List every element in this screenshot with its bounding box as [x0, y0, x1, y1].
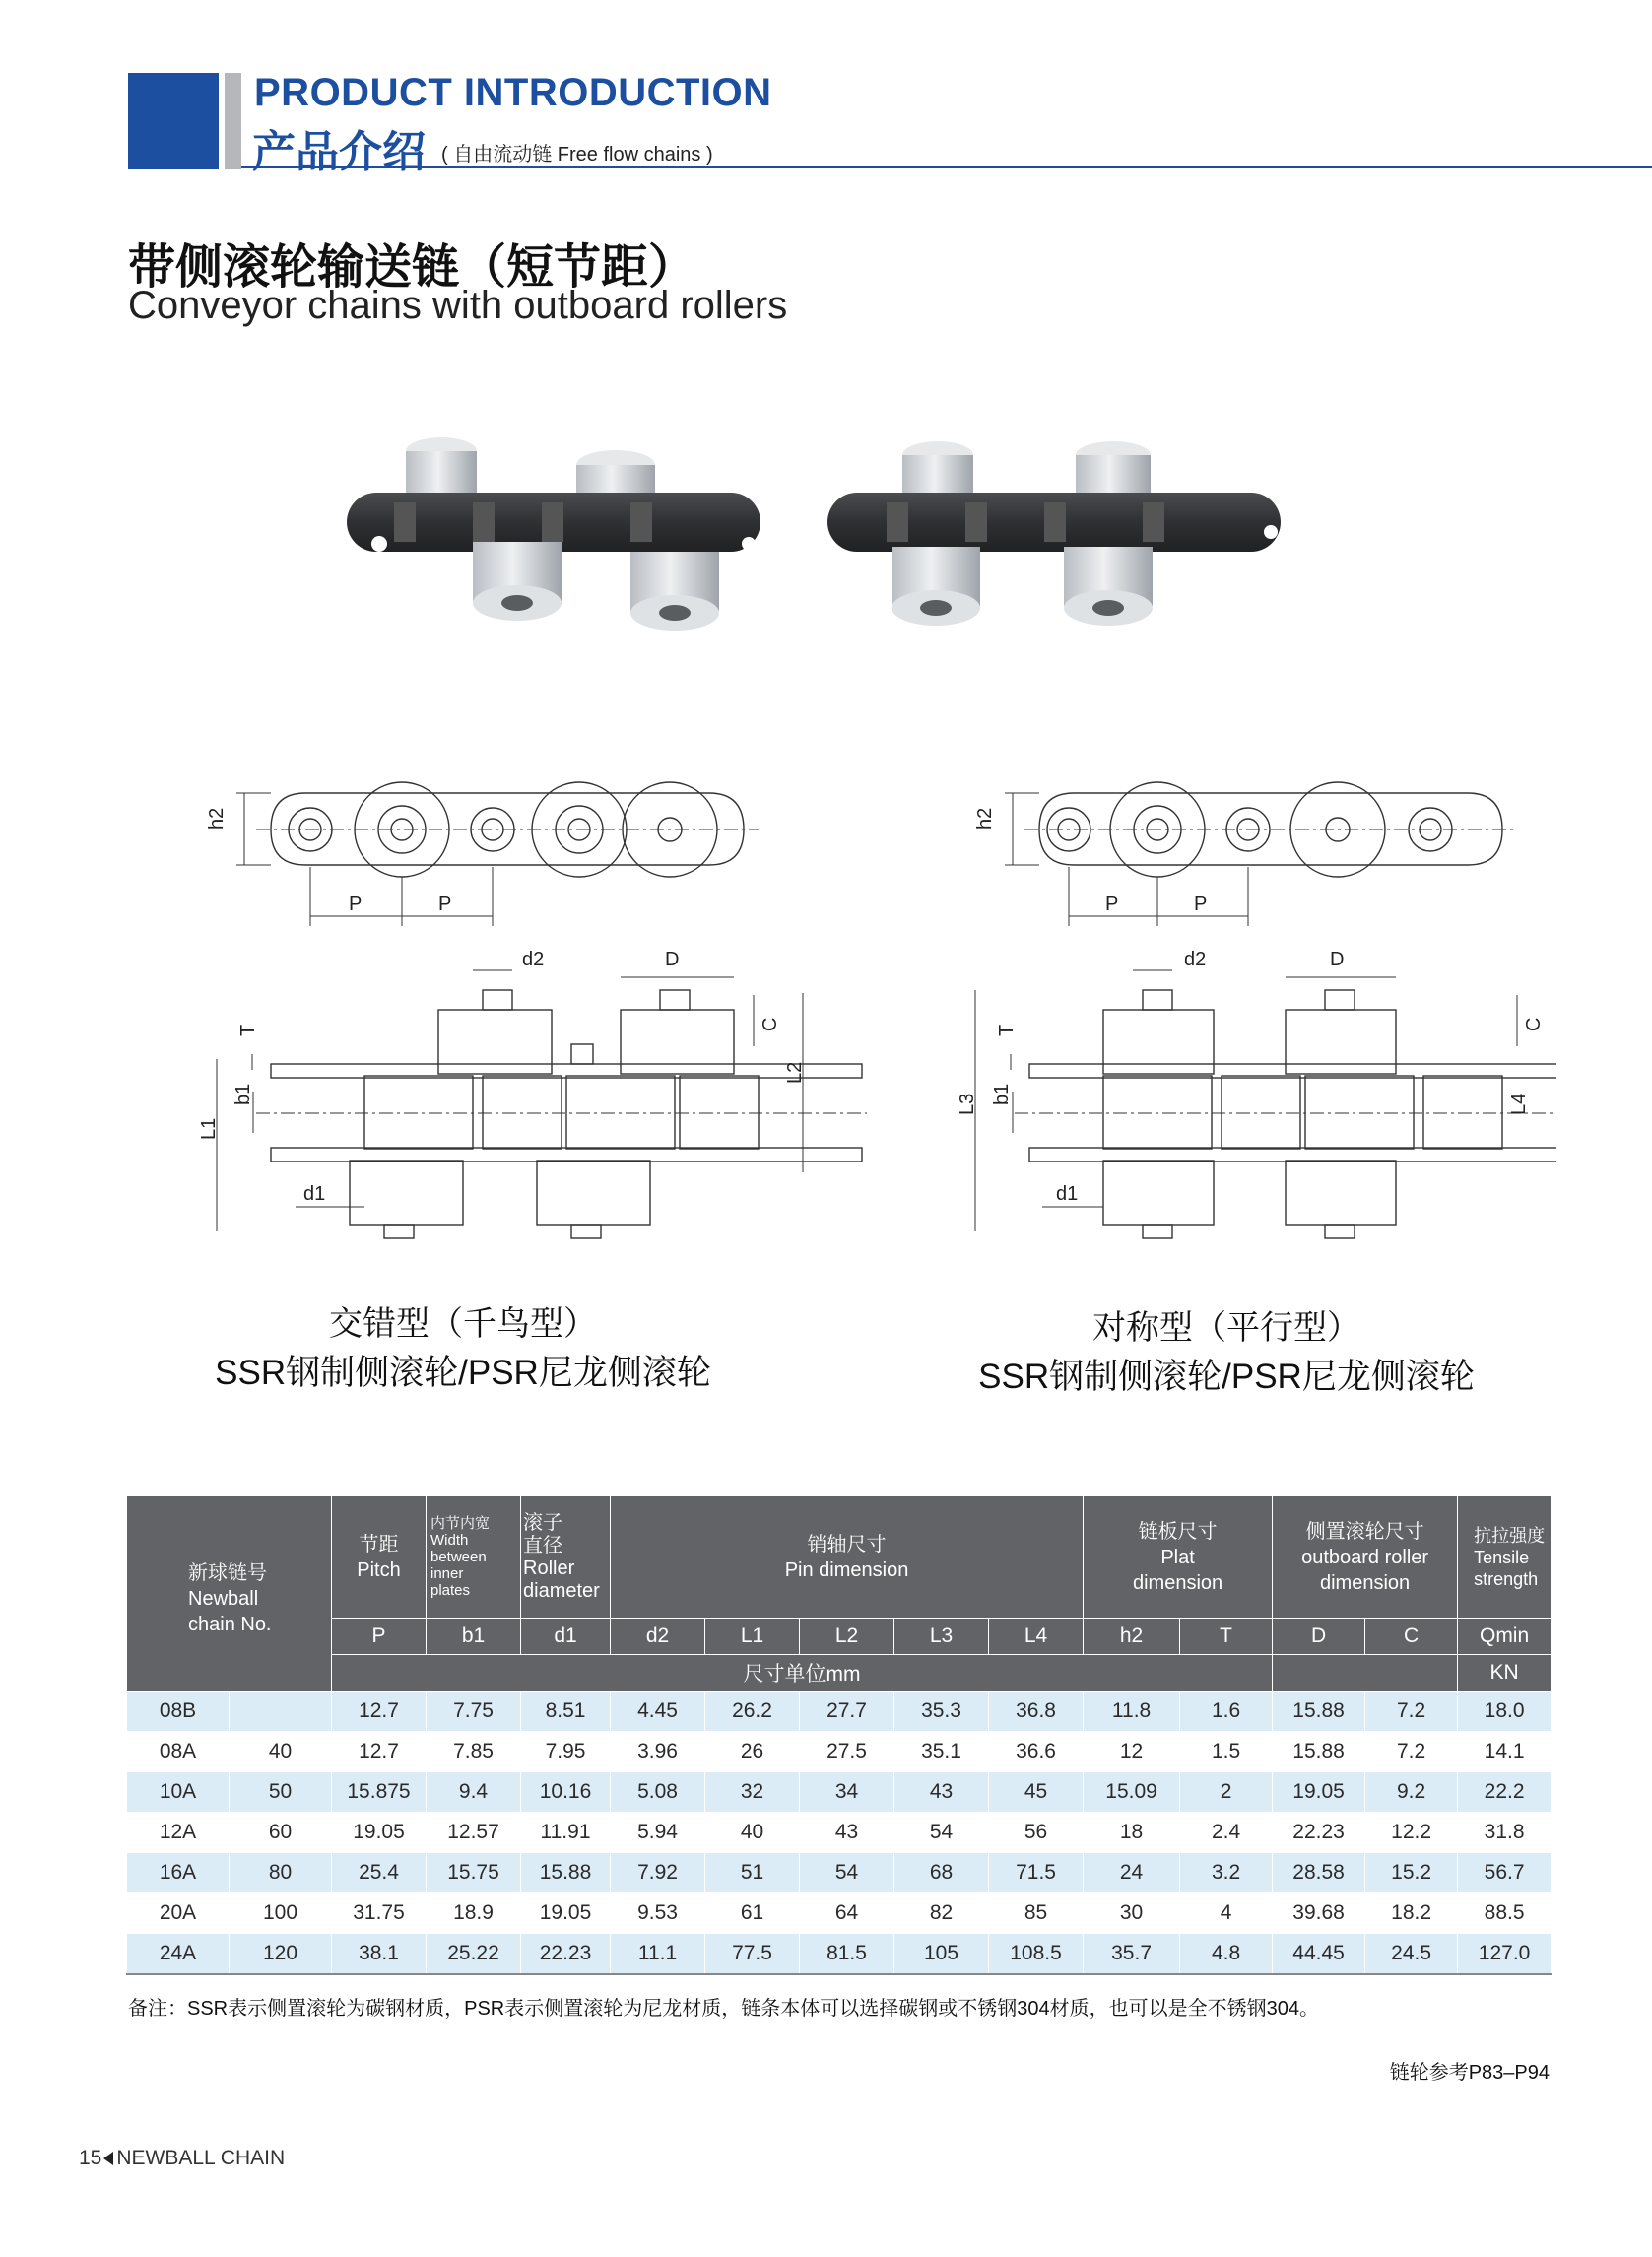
table-cell: 22.23: [521, 1934, 611, 1975]
table-cell: 18: [1084, 1813, 1180, 1853]
table-cell: 15.2: [1365, 1853, 1458, 1893]
right-label-p2: P: [1194, 894, 1208, 915]
table-cell: 7.85: [427, 1732, 521, 1772]
table-cell: 4: [1180, 1893, 1273, 1934]
table-cell: 88.5: [1458, 1893, 1552, 1934]
table-cell: 19.05: [1273, 1772, 1365, 1813]
table-cell: 18.0: [1458, 1692, 1552, 1732]
header-color-block: [128, 73, 241, 169]
left-caption-material: SSR钢制侧滚轮/PSR尼龙侧滚轮: [215, 1354, 711, 1392]
table-cell: 24.5: [1365, 1934, 1458, 1975]
code-D: D: [1273, 1619, 1365, 1655]
left-label-L2: L2: [784, 1061, 806, 1084]
table-cell: 120: [230, 1934, 332, 1975]
table-cell: 9.4: [427, 1772, 521, 1813]
footer-brand: NEWBALL CHAIN: [116, 2147, 286, 2169]
right-caption-type: 对称型（平行型）: [1092, 1308, 1360, 1348]
code-L3: L3: [894, 1619, 989, 1655]
table-cell: 2: [1180, 1772, 1273, 1813]
spec-table: [126, 1495, 1552, 1975]
table-cell: 81.5: [800, 1934, 894, 1975]
table-cell: 43: [894, 1772, 989, 1813]
code-h2: h2: [1084, 1619, 1180, 1655]
table-cell: 15.875: [332, 1772, 427, 1813]
left-label-p2: P: [438, 894, 452, 915]
table-cell: 7.75: [427, 1692, 521, 1732]
code-C: C: [1365, 1619, 1458, 1655]
table-cell: [230, 1692, 332, 1732]
table-cell: 54: [800, 1853, 894, 1893]
right-label-D: D: [1330, 949, 1345, 970]
code-P: P: [332, 1619, 427, 1655]
table-cell: 26.2: [705, 1692, 800, 1732]
code-L2: L2: [800, 1619, 894, 1655]
unit-kn: KN: [1458, 1655, 1552, 1692]
table-cell: 10.16: [521, 1772, 611, 1813]
table-cell: 30: [1084, 1893, 1180, 1934]
table-cell: 80: [230, 1853, 332, 1893]
table-cell: 54: [894, 1813, 989, 1853]
technical-drawings: [158, 759, 1556, 1251]
header-code-row: [127, 1619, 1552, 1655]
table-cell: 18.2: [1365, 1893, 1458, 1934]
table-cell: 1.6: [1180, 1692, 1273, 1732]
table-cell: 22.23: [1273, 1813, 1365, 1853]
table-cell: 68: [894, 1853, 989, 1893]
symmetric-chain-photo: [827, 441, 1281, 626]
table-cell: 9.53: [611, 1893, 705, 1934]
table-cell: 50: [230, 1772, 332, 1813]
table-cell: 40: [230, 1732, 332, 1772]
header-chain-no: 新球链号 Newball chain No.: [127, 1496, 332, 1692]
left-label-d1: d1: [303, 1183, 326, 1205]
section-title-en: Conveyor chains with outboard rollers: [128, 284, 788, 327]
table-cell: 105: [894, 1934, 989, 1975]
table-cell: 15.88: [1273, 1692, 1365, 1732]
left-label-b1: b1: [232, 1083, 254, 1105]
table-cell: 7.2: [1365, 1732, 1458, 1772]
table-cell: 108.5: [989, 1934, 1084, 1975]
product-photo: [335, 433, 1320, 660]
left-side-view: [236, 782, 759, 926]
code-L1: L1: [705, 1619, 800, 1655]
header-plate: 链板尺寸 Plat dimension: [1084, 1496, 1273, 1619]
table-cell: 35.3: [894, 1692, 989, 1732]
right-caption-material: SSR钢制侧滚轮/PSR尼龙侧滚轮: [978, 1358, 1475, 1396]
table-cell: 38.1: [332, 1934, 427, 1975]
table-cell: 31.75: [332, 1893, 427, 1934]
header-pin: 销轴尺寸 Pin dimension: [611, 1496, 1084, 1619]
table-cell: 8.51: [521, 1692, 611, 1732]
table-cell: 25.4: [332, 1853, 427, 1893]
table-cell: 100: [230, 1893, 332, 1934]
table-cell: 11.8: [1084, 1692, 1180, 1732]
right-side-view: [1005, 782, 1517, 926]
table-cell: 85: [989, 1893, 1084, 1934]
table-row: [127, 1853, 1552, 1893]
table-cell: 35.1: [894, 1732, 989, 1772]
left-label-T: T: [237, 1024, 259, 1036]
staggered-chain-photo: [347, 437, 760, 631]
code-T: T: [1180, 1619, 1273, 1655]
header-subtitle: ( 自由流动链 Free flow chains ): [441, 144, 713, 166]
table-cell: 60: [230, 1813, 332, 1853]
table-cell: 15.75: [427, 1853, 521, 1893]
table-cell: 14.1: [1458, 1732, 1552, 1772]
table-cell: 27.5: [800, 1732, 894, 1772]
right-label-L3: L3: [957, 1093, 978, 1115]
header-title-cn: 产品介绍: [252, 128, 426, 176]
table-cell: 19.05: [332, 1813, 427, 1853]
table-cell: 32: [705, 1772, 800, 1813]
table-cell: 11.1: [611, 1934, 705, 1975]
table-cell: 34: [800, 1772, 894, 1813]
table-cell: 36.8: [989, 1692, 1084, 1732]
code-L4: L4: [989, 1619, 1084, 1655]
header-outboard-roller: 侧置滚轮尺寸 outboard roller dimension: [1273, 1496, 1458, 1619]
triangle-left-icon: [103, 2152, 113, 2165]
unit-mm: 尺寸单位mm: [332, 1655, 1273, 1692]
table-cell: 12.2: [1365, 1813, 1458, 1853]
table-cell: 7.92: [611, 1853, 705, 1893]
header-unit-row: [127, 1655, 1552, 1692]
page-footer: [79, 2147, 285, 2170]
left-label-p1: P: [349, 894, 363, 915]
section-title-cn: 带侧滚轮输送链（短节距）: [128, 241, 696, 294]
spec-table-body: [127, 1692, 1552, 1975]
table-cell: 25.22: [427, 1934, 521, 1975]
table-cell: 40: [705, 1813, 800, 1853]
table-cell: 12.57: [427, 1813, 521, 1853]
table-cell: 19.05: [521, 1893, 611, 1934]
table-cell: 56: [989, 1813, 1084, 1853]
table-cell: 9.2: [1365, 1772, 1458, 1813]
right-label-d1: d1: [1056, 1183, 1079, 1205]
table-cell: 20A: [127, 1893, 230, 1934]
table-cell: 18.9: [427, 1893, 521, 1934]
left-caption-type: 交错型（千鸟型）: [329, 1304, 597, 1344]
table-cell: 11.91: [521, 1813, 611, 1853]
table-cell: 08A: [127, 1732, 230, 1772]
table-cell: 36.6: [989, 1732, 1084, 1772]
header-title-en: PRODUCT INTRODUCTION: [254, 71, 772, 114]
table-cell: 3.2: [1180, 1853, 1273, 1893]
table-row: [127, 1813, 1552, 1853]
table-cell: 64: [800, 1893, 894, 1934]
left-label-d2: d2: [522, 949, 545, 970]
table-cell: 31.8: [1458, 1813, 1552, 1853]
table-cell: 3.96: [611, 1732, 705, 1772]
table-cell: 22.2: [1458, 1772, 1552, 1813]
sprocket-reference: 链轮参考P83–P94: [1389, 2062, 1550, 2084]
table-cell: 15.88: [1273, 1732, 1365, 1772]
right-label-C: C: [1523, 1017, 1545, 1031]
table-cell: 39.68: [1273, 1893, 1365, 1934]
header-pitch: 节距 Pitch: [332, 1496, 427, 1619]
table-cell: 61: [705, 1893, 800, 1934]
code-d1: d1: [521, 1619, 611, 1655]
table-cell: 127.0: [1458, 1934, 1552, 1975]
table-cell: 10A: [127, 1772, 230, 1813]
table-cell: 12: [1084, 1732, 1180, 1772]
code-b1: b1: [427, 1619, 521, 1655]
left-label-h2: h2: [206, 807, 228, 830]
table-cell: 82: [894, 1893, 989, 1934]
table-cell: 15.88: [521, 1853, 611, 1893]
table-cell: 1.5: [1180, 1732, 1273, 1772]
left-label-C: C: [760, 1017, 781, 1031]
table-cell: 4.8: [1180, 1934, 1273, 1975]
right-label-p1: P: [1105, 894, 1119, 915]
table-cell: 5.94: [611, 1813, 705, 1853]
table-cell: 27.7: [800, 1692, 894, 1732]
table-cell: 16A: [127, 1853, 230, 1893]
code-d2: d2: [611, 1619, 705, 1655]
right-label-h2: h2: [974, 807, 996, 830]
table-cell: 12.7: [332, 1692, 427, 1732]
table-cell: 77.5: [705, 1934, 800, 1975]
table-cell: 26: [705, 1732, 800, 1772]
table-cell: 4.45: [611, 1692, 705, 1732]
table-cell: 71.5: [989, 1853, 1084, 1893]
table-cell: 35.7: [1084, 1934, 1180, 1975]
right-label-b1: b1: [991, 1083, 1013, 1105]
header-roller: 滚子 直径 Roller diameter: [521, 1496, 611, 1619]
table-cell: 44.45: [1273, 1934, 1365, 1975]
table-cell: 12.7: [332, 1732, 427, 1772]
code-Qmin: Qmin: [1458, 1619, 1552, 1655]
right-label-d2: d2: [1184, 949, 1207, 970]
header-tensile: 抗拉强度 Tensile strength: [1458, 1496, 1552, 1619]
table-cell: 43: [800, 1813, 894, 1853]
table-cell: 7.95: [521, 1732, 611, 1772]
table-cell: 15.09: [1084, 1772, 1180, 1813]
header-width: 内节内宽 Width between inner plates: [427, 1496, 521, 1619]
footnote: 备注：SSR表示侧置滚轮为碳钢材质，PSR表示侧置滚轮为尼龙材质，链条本体可以选择碳钢或不锈钢304材质，也可以是全不锈钢304。: [128, 1998, 1319, 2020]
table-row: [127, 1934, 1552, 1975]
page-number: 15: [79, 2147, 102, 2169]
right-label-T: T: [996, 1024, 1018, 1036]
table-cell: 08B: [127, 1692, 230, 1732]
table-row: [127, 1893, 1552, 1934]
header-grey-bar: [225, 73, 241, 169]
table-cell: 24: [1084, 1853, 1180, 1893]
table-cell: 12A: [127, 1813, 230, 1853]
table-cell: 51: [705, 1853, 800, 1893]
table-row: [127, 1772, 1552, 1813]
table-cell: 7.2: [1365, 1692, 1458, 1732]
unit-blank: [1273, 1655, 1458, 1692]
right-label-L4: L4: [1508, 1093, 1530, 1115]
table-cell: 2.4: [1180, 1813, 1273, 1853]
table-row: [127, 1732, 1552, 1772]
left-label-D: D: [665, 949, 680, 970]
header-blue-bar: [128, 73, 219, 169]
table-cell: 5.08: [611, 1772, 705, 1813]
table-cell: 28.58: [1273, 1853, 1365, 1893]
table-cell: 45: [989, 1772, 1084, 1813]
table-row: [127, 1692, 1552, 1732]
table-cell: 24A: [127, 1934, 230, 1975]
left-label-L1: L1: [198, 1117, 220, 1140]
table-cell: 56.7: [1458, 1853, 1552, 1893]
